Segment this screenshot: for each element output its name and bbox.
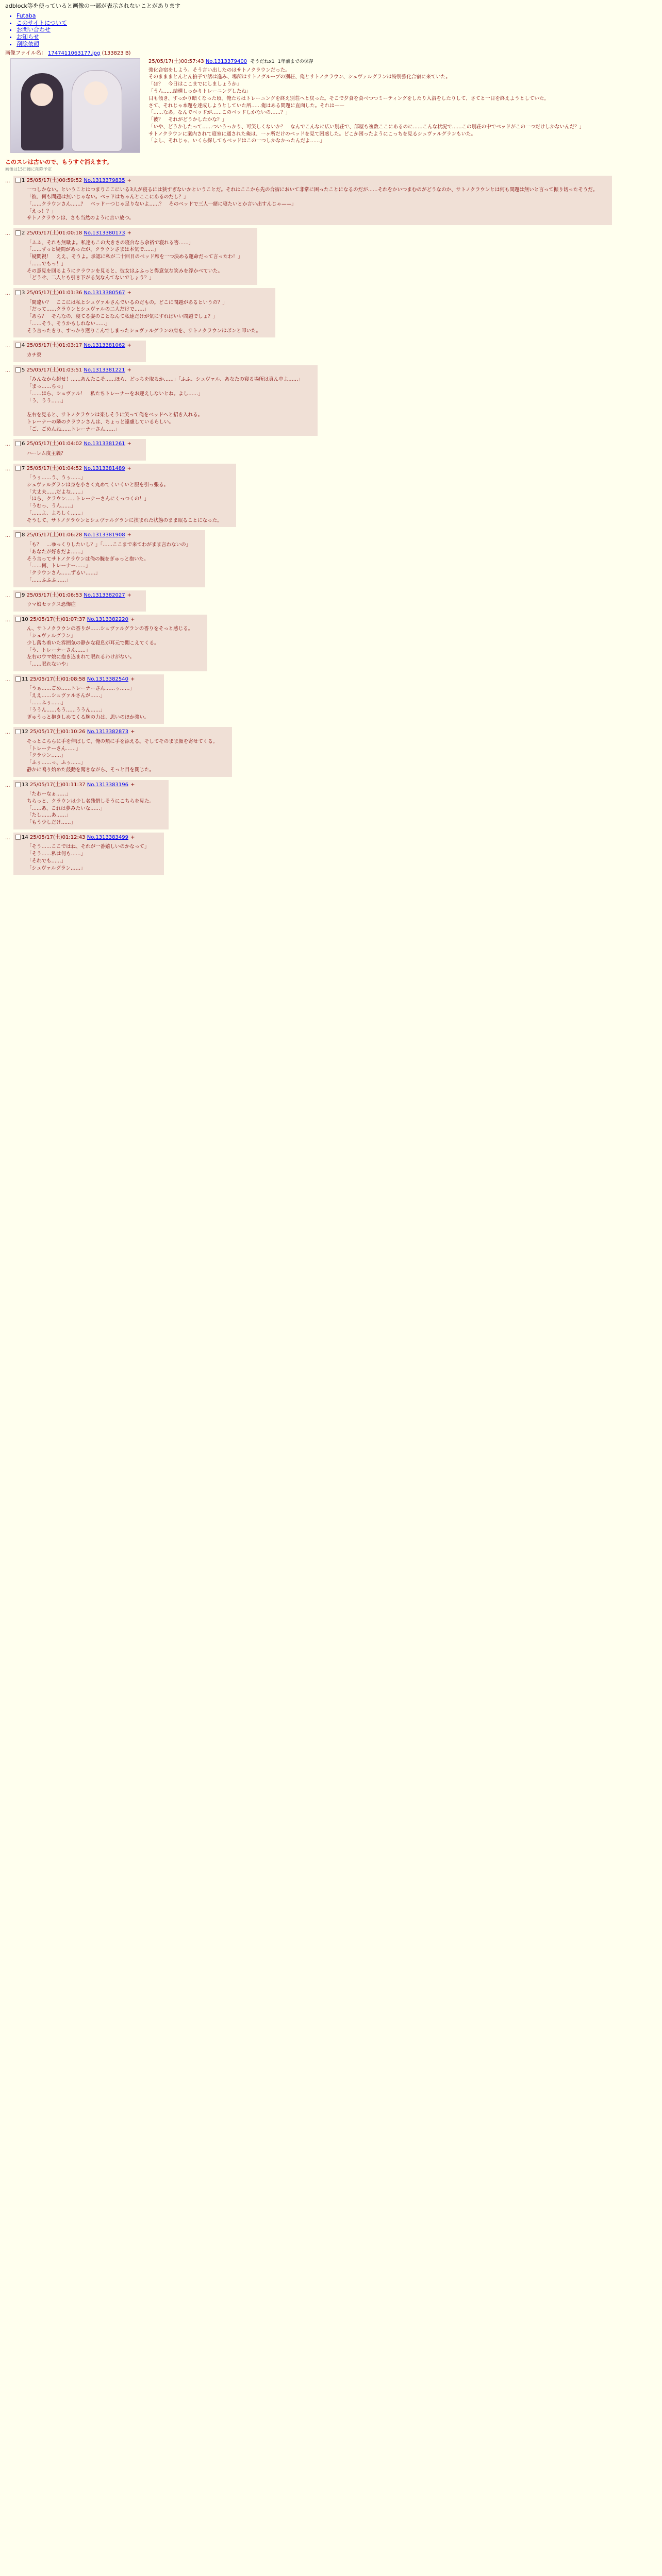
reply-index: 7 <box>22 465 25 471</box>
reply-number[interactable]: No.1313382027 <box>84 592 125 598</box>
reply-header <box>15 440 131 448</box>
reply-index: 10 <box>22 616 28 622</box>
delete-checkbox[interactable] <box>15 441 21 446</box>
reply-date: 25/05/17(土)01:12:43 <box>29 834 86 840</box>
reply-index: 6 <box>22 441 25 447</box>
reply-header <box>15 342 131 350</box>
reply-index: 4 <box>22 343 25 349</box>
reply-post: … 11 25/05/17(土)01:08:58 No.1313382540 + 「うぁ……ごめ……トレーナーさん……ぅ……」 「ええ……シュヴァルさんが……」 「……ふぅ……」 「ううん……もう……ううん……」 ぎゅうっと抱きしめてくる腕の力は、思いのほか強い。 <box>5 674 662 724</box>
delete-checkbox[interactable] <box>15 835 21 840</box>
reply-body: そっとこちらに手を伸ばして、俺の頬に手を添える。そしてそのまま顔を寄せてくる。 「トレーナーさん……」 「クラウン……」 「ふぅ……っ、ふぅ……」 静かに鳴り始めた鼓動を聞きながら、そっと目を閉じた。 <box>27 738 218 773</box>
delete-checkbox[interactable] <box>15 367 21 372</box>
reply-header <box>15 676 150 684</box>
reply-index: 11 <box>22 676 28 682</box>
delete-checkbox[interactable] <box>15 729 21 734</box>
reply-list <box>0 176 662 875</box>
reply-date: 25/05/17(土)01:04:02 <box>26 441 82 447</box>
reply-body: 「間違い？ ここには私とシュヴァルさんでいるのだもの。どこに問題があるというの？」 「だって……クラウンとシュヴァルの二人だけで……」 「あら？ そんなの、寝てる姿のことなんて私達だけが気にすればいい問題でしょ？」 「……そう、そうかもしれない……」 そう言ったきり、すっかり黙りこんでしまったシュヴァルグランの肩を、サトノクラウンはポンと叩いた。 <box>27 299 261 334</box>
file-size: (133823 B) <box>102 50 131 56</box>
reply-plus-button[interactable]: + <box>127 441 132 447</box>
thumbnail-face-right <box>84 81 108 105</box>
op-thumbnail[interactable] <box>10 58 140 153</box>
reply-header <box>15 782 154 789</box>
reply-date: 25/05/17(土)01:10:26 <box>29 729 86 735</box>
reply-index: 8 <box>22 532 25 538</box>
reply-post: … 3 25/05/17(土)01:01:36 No.1313380567 + 「間違い？ ここには私とシュヴァルさんでいるのだもの。どこに問題があるというの？」 「だって……クラウンとシュヴァルの二人だけで……」 「あら？ そんなの、寝てる姿のことなんて私達だけが気にすればいい問題でしょ？」 「……そう、そうかもしれない……」 そう言ったきり、すっかり黙りこんでしまったシュヴァルグランの肩を、サトノクラウンはポンと叩いた。 <box>5 288 662 337</box>
reply-date: 25/05/17(土)01:06:53 <box>26 592 82 598</box>
reply-date: 25/05/17(土)01:04:52 <box>26 465 82 471</box>
thumbnail-face-left <box>30 83 53 106</box>
file-info <box>5 50 657 58</box>
reply-number[interactable]: No.1313383196 <box>87 782 128 788</box>
file-label: 画像ファイル名： <box>5 50 46 56</box>
delete-checkbox[interactable] <box>15 532 21 537</box>
reply-index: 1 <box>22 177 25 183</box>
reply-date: 25/05/17(土)01:08:58 <box>29 676 86 682</box>
reply-body: 「ふふ、それも無駄よ。私達もこの大きさの寝台なら余裕で寝れる筈……」 「……ずっと疑問があったが、クラウンさまは本気で……」 「疑問視！ ええ、そうよ。承認に私が二十回目のベッド席を一つ決める運命だって言ったわ！」 「……でもっ！」 その意見を回るようにクラウンを見ると、彼女はふふっと得意気な笑みを浮かべていた。 「どうせ、二人とも引き下がる気なんてないでしょう？」 <box>27 240 243 281</box>
reply-number[interactable]: No.1313381489 <box>84 465 125 471</box>
delete-checkbox[interactable] <box>15 466 21 471</box>
reply-body: カチ寮 <box>27 352 42 358</box>
reply-header <box>15 465 222 473</box>
reply-body: 一つしかない。ということはつまりここにいる3人が寝るには狭すぎないかということだ。それはここから先の合宿において非常に困ったことになるのだが……それをかいつまむのがどうなのか、サトノクラウンとは何も問題は無いと言って振り切ったそうだ。 「彼、何も問題は無いじゃない。ベッドはちゃんとここにあるのだし？」 「……クラウンさん……？ ベッドーつじゃ足りないよ……？ そのベッドで三人一緒に寝たいとか言い出すんじゃ——」 「えっ！？」 サトノクラウンは、さも当然のように言い放つ。 <box>27 187 598 222</box>
reply-post: … 2 25/05/17(土)01:00:18 No.1313380173 + 「ふふ、それも無駄よ。私達もこの大きさの寝台なら余裕で寝れる筈……」 「……ずっと疑問があったが、クラウンさまは本気で……」 「疑問視！ ええ、そうよ。承認に私が二十回目のベッド席を一つ決める運命だって言ったわ！」 「……でもっ！」 その意見を回るようにクラウンを見ると、彼女はふふっと得意気な笑みを浮かべていた。 「どうせ、二人とも引き下がる気なんてないでしょう？」 <box>5 228 662 285</box>
reply-plus-button[interactable]: + <box>127 592 132 598</box>
delete-checkbox[interactable] <box>15 290 21 295</box>
reply-body: 「みんなから起せ！……あんたこそ……ほら、どっちを取るか……」「ふふ、シュヴァル、あなたの寝る場所は真ん中よ……」 「まっ……ちっ」 「……ほら、シュヴァル！ 私たちトレーナーをお迎えしないとね。よし……」 「う、うう……」 左右を見ると、サトノクラウンは楽しそうに笑って俺をベッドへと招き入れる。 トレーナーの隣のクラウンさんは、ちょっと遠慮しているらしい。 「ご、ごめんね……トレーナーさん……」 <box>27 377 303 432</box>
op-soudane[interactable]: そうだねx1 <box>250 59 275 65</box>
delete-checkbox[interactable] <box>15 592 21 598</box>
reply-post: … 9 25/05/17(土)01:06:53 No.1313382027 + ウマ娘セックス恐怖症 <box>5 590 662 612</box>
reply-post: … 8 25/05/17(土)01:06:28 No.1313381908 + 「も？ …ゆっくりしたいし？」「……ここまで来てわがまま言わないの」 「あなたが好きだよ……」 そう言ってサトノクラウンは俺の腕をぎゅっと抱いた。 「……何、トレーナー……」 「クラウンさん……ずるい……」 「……ふふふ……」 <box>5 530 662 587</box>
reply-post: … 14 25/05/17(土)01:12:43 No.1313383499 + 「そう……ここではね、それが一番嬉しいのかなって」 「そう……私は何も……」 「それでも……」 「シュヴァルグラン……」 <box>5 833 662 875</box>
reply-plus-button[interactable]: + <box>127 230 132 236</box>
reply-date: 25/05/17(土)01:11:37 <box>29 782 86 788</box>
reply-date: 25/05/17(土)01:03:51 <box>26 367 82 373</box>
reply-header <box>15 367 303 375</box>
reply-date: 25/05/17(土)01:06:28 <box>26 532 82 538</box>
reply-body: 「も？ …ゆっくりしたいし？」「……ここまで来てわがまま言わないの」 「あなたが好きだよ……」 そう言ってサトノクラウンは俺の腕をぎゅっと抱いた。 「……何、トレーナー……」 「クラウンさん……ずるい……」 「……ふふふ……」 <box>27 541 191 583</box>
reply-plus-button[interactable]: + <box>130 834 135 840</box>
link-futaba[interactable]: • Futaba <box>16 12 657 20</box>
reply-header <box>15 728 218 736</box>
reply-plus-button[interactable]: + <box>130 729 135 735</box>
delete-checkbox[interactable] <box>15 343 21 348</box>
reply-index: 3 <box>22 290 25 296</box>
op-retention-note: 1年前までの保存 <box>277 59 313 65</box>
reply-header <box>15 616 193 624</box>
reply-number[interactable]: No.1313382220 <box>87 616 128 622</box>
delete-checkbox[interactable] <box>15 676 21 682</box>
reply-post: … 1 25/05/17(土)00:59:52 No.1313379835 + 一つしかない。ということはつまりここにいる3人が寝るには狭すぎないかということだ。それはここから先の合宿において非常に困ったことになるのだが……それをかいつまむのがどうなのか、サトノクラウンとは何も問題は無いと言って振り切ったそうだ。 「彼、何も問題は無いじゃない。ベッドはちゃんとここにあるのだし？」 「……クラウンさん……？ ベッドーつじゃ足りないよ……？ そのベッドで三人一緒に寝たいとか言い出すんじゃ——」 「えっ！？」 サトノクラウンは、さも当然のように言い放つ。 <box>5 176 662 225</box>
reply-header <box>15 290 261 297</box>
reply-number[interactable]: No.1313381261 <box>84 441 125 447</box>
reply-plus-button[interactable]: + <box>127 367 132 373</box>
reply-plus-button[interactable]: + <box>130 616 135 622</box>
expiry-subnote: 画像は15日後に削除予定 <box>5 167 52 172</box>
reply-date: 25/05/17(土)01:07:37 <box>29 616 86 622</box>
reply-post: … 4 25/05/17(土)01:03:17 No.1313381062 + カチ寮 <box>5 341 662 362</box>
reply-plus-button[interactable]: + <box>127 290 132 296</box>
reply-body: ウマ娘セックス恐怖症 <box>27 602 76 608</box>
reply-number[interactable]: No.1313381062 <box>84 343 125 349</box>
reply-index: 12 <box>22 729 28 735</box>
reply-number[interactable]: No.1313382873 <box>87 729 128 735</box>
reply-date: 25/05/17(土)00:59:52 <box>26 177 82 183</box>
op-date: 25/05/17(土)00:57:43 <box>148 59 204 65</box>
delete-checkbox[interactable] <box>15 782 21 787</box>
link-news[interactable]: • お知らせ <box>16 33 657 41</box>
reply-date: 25/05/17(土)01:03:17 <box>26 343 82 349</box>
reply-plus-button[interactable]: + <box>130 676 135 682</box>
reply-body: 「そう……ここではね、それが一番嬉しいのかなって」 「そう……私は何も……」 「それでも……」 「シュヴァルグラン……」 <box>27 844 150 871</box>
reply-body: 「うぅ……う、うぅ……」 シュヴァルグランは身を小さく丸めてくいくいと服を引っ張る。 「大丈夫……だよな……」 「ほら、クラウン……トレーナーさんにくっつくの！」 「うむっ、うん……」 「……よ、よろしく……」 そうして、サトノクラウンとシュヴァルグランに挟まれた状態のまま眠ることになった。 <box>27 475 222 523</box>
delete-checkbox[interactable] <box>15 178 21 183</box>
reply-plus-button[interactable]: + <box>130 782 135 788</box>
reply-header <box>15 532 191 539</box>
reply-index: 9 <box>22 592 25 598</box>
reply-number[interactable]: No.1313381908 <box>84 532 125 538</box>
reply-number[interactable]: No.1313381221 <box>84 367 125 373</box>
reply-plus-button[interactable]: + <box>127 343 132 349</box>
reply-post: … 13 25/05/17(土)01:11:37 No.1313383196 + 「たわーなぁ……」 ちらっと、クラウンは少し名残惜しそうにこちらを見た。 「……あ、これは夢みたいな……」 「たし……あ……」 「もう少しだけ……」 <box>5 780 662 829</box>
op-post <box>0 57 662 155</box>
adblock-notice: adblock等を使っていると画像の一部が表示されないことがあります <box>5 3 180 9</box>
reply-header <box>15 834 150 842</box>
reply-header <box>15 230 243 238</box>
reply-post: … 10 25/05/17(土)01:07:37 No.1313382220 + ん、サトノクラウンの香りが……シュヴァルグランの香りをそっと感じる。 「シュヴァルグラン」 少し落ち着いた雰囲気の静かな寝息が耳元で聞こえてくる。 「う、トレーナーさん……」 左右のウマ娘に抱き込まれて眠れるわけがない。 「……眠れないや」 <box>5 615 662 671</box>
reply-date: 25/05/17(土)01:00:18 <box>26 230 82 236</box>
reply-index: 2 <box>22 230 25 236</box>
reply-plus-button[interactable]: + <box>127 177 132 183</box>
link-about[interactable]: • このサイトについて <box>16 20 657 27</box>
reply-body: 「うぁ……ごめ……トレーナーさん……ぅ……」 「ええ……シュヴァルさんが……」 「……ふぅ……」 「ううん……もう……ううん……」 ぎゅうっと抱きしめてくる腕の力は、思いのほか強い。 <box>27 686 150 720</box>
reply-number[interactable]: No.1313379835 <box>84 177 125 183</box>
reply-index: 5 <box>22 367 25 373</box>
reply-post: … 12 25/05/17(土)01:10:26 No.1313382873 + そっとこちらに手を伸ばして、俺の頬に手を添える。そしてそのまま顔を寄せてくる。 「トレーナーさん……」 「クラウン……」 「ふぅ……っ、ふぅ……」 静かに鳴り始めた鼓動を聞きながら、そっと目を閉じた。 <box>5 727 662 776</box>
link-delete-request[interactable]: • 削除依頼 <box>16 41 657 48</box>
delete-checkbox[interactable] <box>15 617 21 622</box>
reply-number[interactable]: No.1313380173 <box>84 230 125 236</box>
reply-header <box>15 177 598 185</box>
reply-post: … 6 25/05/17(土)01:04:02 No.1313381261 + ハーレム度主義？ <box>5 439 662 460</box>
reply-body: ん、サトノクラウンの香りが……シュヴァルグランの香りをそっと感じる。 「シュヴァルグラン」 少し落ち着いた雰囲気の静かな寝息が耳元で聞こえてくる。 「う、トレーナーさん……」 左右のウマ娘に抱き込まれて眠れるわけがない。 「……眠れないや」 <box>27 626 193 668</box>
reply-number[interactable]: No.1313383499 <box>87 834 128 840</box>
reply-body: 「たわーなぁ……」 ちらっと、クラウンは少し名残惜しそうにこちらを見た。 「……あ、これは夢みたいな……」 「たし……あ……」 「もう少しだけ……」 <box>27 791 155 826</box>
op-body: 強化合宿をしよう。そう言い出したのはサトノクラウンだった。 そのまままとんとん拍子で話は進み、場所はサトノグループの別荘、俺とサトノクラウン、シュヴァルグランは特別強化合宿に来ていた。 「ほ？ 今日はここまでにしましょうか」 「うん……結構しっかりトレーニングしたね」 日も傾き、すっかり暗くなった頃。俺たちはトレーニングを終え別荘へと戻った。そこで夕食を食べつつミーティングをしたり入浴をしたりして、さてと一日を終えようとしていた。 さて、それじゃ本題を達成しようとしていた所……俺はある問題に直面した。それは—— 「……なあ。なんでベッドが……このベッドしかないの……？」 「彼？ それがどうかしたかな？」 「いや、どうかしたって……ついうっかり、可笑しくないか？ なんでこんなに広い別荘で、部屋も複数ここにあるのに……こんな状況で……この別荘の中でベッドがこの一つだけしかないんだ？」 サトノクラウンに案内されて寝室に通された俺は、一ヶ所だけのベッドを見て困惑した。どこか困ったようにこっちを見るシュヴァルグランもいた。 「よし、それじゃ、いくら探してもベッドはこの一つしかなかったんだよ……」 <box>148 67 585 144</box>
reply-index: 13 <box>22 782 28 788</box>
reply-header <box>15 592 131 600</box>
file-link[interactable]: 1747411063177.jpg <box>48 50 101 56</box>
link-contact[interactable]: • お問い合わせ <box>16 26 657 33</box>
reply-number[interactable]: No.1313380567 <box>84 290 125 296</box>
site-links <box>16 12 657 48</box>
reply-post: … 5 25/05/17(土)01:03:51 No.1313381221 + 「みんなから起せ！……あんたこそ……ほら、どっちを取るか……」「ふふ、シュヴァル、あなたの寝る場所は真ん中よ……」 「まっ……ちっ」 「……ほら、シュヴァル！ 私たちトレーナーをお迎えしないとね。よし……」 「う、うう……」 左右を見ると、サトノクラウンは楽しそうに笑って俺をベッドへと招き入れる。 トレーナーの隣のクラウンさんは、ちょっと遠慮しているらしい。 「ご、ごめんね……トレーナーさん……」 <box>5 365 662 436</box>
reply-plus-button[interactable]: + <box>127 465 132 471</box>
reply-number[interactable]: No.1313382540 <box>87 676 128 682</box>
reply-body: ハーレム度主義？ <box>27 450 66 456</box>
delete-checkbox[interactable] <box>15 230 21 235</box>
reply-index: 14 <box>22 834 28 840</box>
reply-post: … 7 25/05/17(土)01:04:52 No.1313381489 + 「うぅ……う、うぅ……」 シュヴァルグランは身を小さく丸めてくいくいと服を引っ張る。 「大丈夫……だよな……」 「ほら、クラウン……トレーナーさんにくっつくの！」 「うむっ、うん……」 「……よ、よろしく……」 そうして、サトノクラウンとシュヴァルグランに挟まれた状態のまま眠ることになった。 <box>5 464 662 528</box>
reply-plus-button[interactable]: + <box>127 532 132 538</box>
op-number[interactable]: No.1313379400 <box>205 59 247 65</box>
expiry-warning: このスレは古いので、もうすぐ消えます。 <box>5 159 112 166</box>
reply-date: 25/05/17(土)01:01:36 <box>26 290 82 296</box>
